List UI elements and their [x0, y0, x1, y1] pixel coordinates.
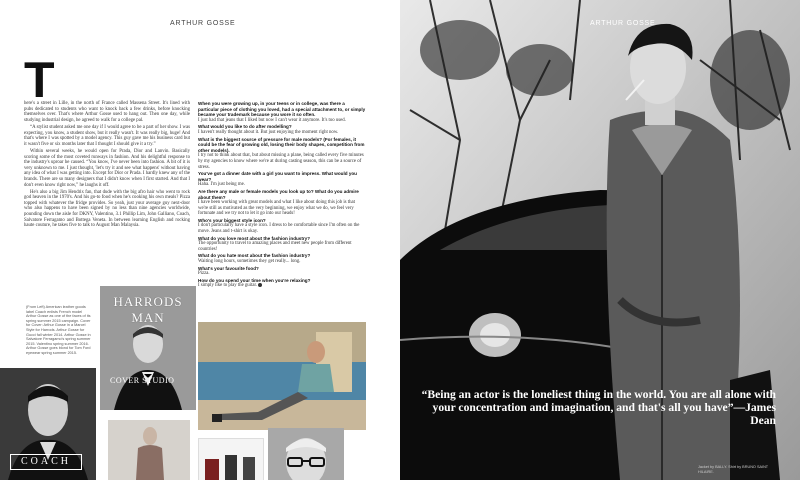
pool-model-image: [198, 322, 366, 430]
end-mark-icon: [258, 283, 262, 287]
question: What do you love most about the fashion industry?: [198, 235, 311, 241]
answer: The opportunity to travel to amazing places and meet new people from different countries!: [198, 241, 352, 252]
question: What is the biggest source of pressure for male models? (For females, it could be the fear of growing old, losing their body shapes, competition from other models).: [198, 136, 365, 153]
photo-credit: Jacket by BALLY. Shirt by BRUNO SAINT HILAIRE.: [698, 465, 769, 474]
gucci-campaign-photo: [108, 420, 190, 480]
valentino-campaign-photo: [198, 438, 264, 480]
qa-column: [198, 101, 366, 290]
question: Are there any male or female models you look up to? What do you admire about them?: [198, 188, 359, 200]
answer-text: I simply like to play the guitar.: [198, 283, 258, 289]
intro-paragraph: “A stylist student asked me one day if I would agree to be a part of her show. I was expecting, you know, a student show, but it really wasn't. It was really big, huge! And that's where I was spotted by a model agency. This guy gave me his business card but it wasn't five or six months later that I thought I should give it a try.”: [24, 124, 190, 147]
coach-logo: COACH: [10, 454, 82, 470]
answer: Pizza.: [198, 271, 210, 277]
question: What would you like to do after modelling?: [198, 124, 292, 130]
answer: I have been working with great models and what I like about doing this job is that we're still as motivated as the very beginning, we enjoy what we do, we feel very fortunate and we try not to let it go into our heads!: [198, 200, 355, 217]
running-head-left: ARTHUR GOSSE: [170, 20, 236, 27]
gucci-model-image: [108, 420, 190, 480]
answer: [198, 283, 366, 289]
drop-cap: T: [24, 52, 55, 108]
question: You've got a dinner date with a girl you want to impress. What would you wear?: [198, 171, 357, 182]
answer: Haha. I'm just being me.: [198, 182, 245, 188]
answer: I try not to think about that, but about missing a plane, being called every five minutes by my agencies to know where we're at during casting season, this can be a source of stress.: [198, 153, 364, 170]
question: Who's your biggest style icon?: [198, 217, 266, 223]
answer: I haven't really thought about it. But just enjoying the moment right now.: [198, 129, 339, 135]
question: How do you spend your time when you're relaxing?: [198, 277, 311, 283]
question: What's your favourite food?: [198, 265, 259, 271]
answer: I just had that jeans that I liked but now I can't wear it anymore. It's too used.: [198, 117, 346, 123]
pull-quote: “Being an actor is the loneliest thing in the world. You are all alone with your concentration and imagination, and that's all you have”—James Dean: [421, 388, 776, 427]
pool-campaign-photo: [198, 322, 366, 430]
intro-paragraph: He's also a big Jim Hendrix fan, that dude with the big afro hair who went to rock god heaven in the 1970's. And his go-to food when he's cooking his own meals? Pizza topped with whatever the fridge provides. So yeah, just your average guy next-door who also happens to have been signed by no less than nine agencies worldwide, pounding down the aisle for DKNY, Valentino, 3.1 Phillip Lim, John Galliano, Coach, Salvatore Ferragamo and Bottega Veneta. In between learning English and rocking haute couture, he takes five to talk to August Man Malaysia.: [24, 189, 190, 229]
answer: Waiting long hours, sometimes they get really... long.: [198, 259, 301, 265]
intro-text: [24, 101, 190, 230]
coach-campaign-photo: [0, 368, 96, 480]
tom-ford-eyewear-photo: [268, 428, 344, 480]
question: What do you hate most about the fashion industry?: [198, 253, 311, 259]
answer: I don't particularly have a style icon. I dress to be comfortable since I'm often on the move. Jeans and t-shirt is okay.: [198, 223, 360, 235]
valentino-model-image: [199, 439, 263, 480]
photo-caption: (From Left) American leather goods label Coach enlists French model Arthur Gosse as one of the faces of its spring summer 2015 campaign. Cover for Cover: Arthur Gosse in a Marcel Style for Harrods. Arthur Gosse for Gucci fall winter 2014. Arthur Gosse in Salvatore Ferragamo's spring summer 2015. Valentino spring summer 2016. Arthur Gosse goes blond for Tom Ford eyewear spring summer 2015.: [26, 305, 91, 355]
intro-paragraph: here's a street in Lille, in the north of France called Massena Street. It's lined with pubs dedicated to students who want to knock back a few drinks, before knocking themselves over. That's where Arthur Gosse used to hang out. Then one day, while studying industrial design, he agreed to walk for a college pal.: [24, 101, 190, 123]
running-head-right: ARTHUR GOSSE: [590, 20, 656, 27]
harrods-cover-line: COVER STUDIO: [110, 376, 175, 385]
right-page: [400, 0, 800, 480]
intro-paragraph: Within several weeks, he would open for Prada, Dior and Lanvin. Basically scoring some of the most coveted runways in fashion. And his delightful response to the industry's uproar he caused. “You know, I've never been into fashion. A bit of it is very unknown to me. I just thought, 'let's try it and see what happens' without having any idea of what I was getting into. Except for Dior or Prada. I hardly knew any of the brands. There are so many designers that I didn't know when I first started. And that I don't even know right now,” he laughs it off.: [24, 148, 190, 188]
question: When you were growing up, in your teens or in college, was there a particular piece of clothing you loved, had a special attachment to, or simply became your trademark because you wore it so often.: [198, 101, 366, 118]
harrods-cover-photo: [100, 286, 196, 410]
tom-ford-model-image: [268, 428, 344, 480]
harrods-masthead: HARRODS MAN: [113, 294, 183, 325]
